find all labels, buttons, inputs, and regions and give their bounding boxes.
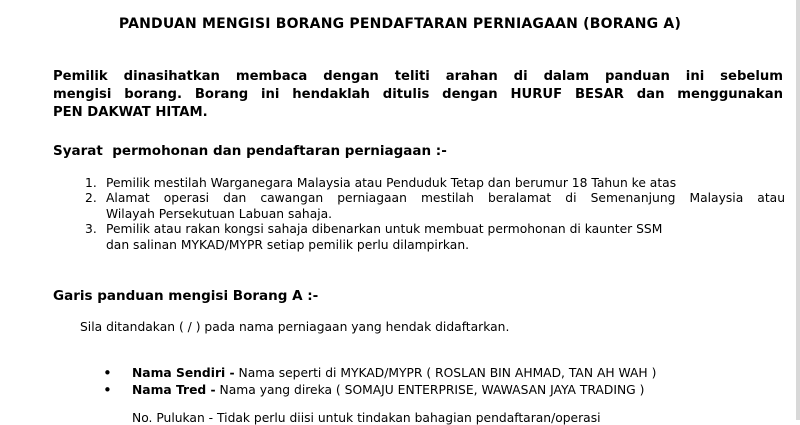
intro-line: mengisi borang. Borang ini hendaklah ditulis dengan HURUF BESAR dan menggunakan [53, 87, 783, 102]
guidelines-heading: Garis panduan mengisi Borang A :- [53, 288, 319, 304]
guidelines-note: Sila ditandakan ( / ) pada nama perniagaan yang hendak didaftarkan. [80, 320, 510, 334]
list-item [103, 382, 793, 399]
list-item [85, 222, 785, 253]
bullet-label: Nama Tred - [132, 383, 216, 397]
list-item-text: Wilayah Persekutuan Labuan sahaja. [106, 206, 333, 221]
bullet-label: Nama Sendiri - [132, 366, 235, 380]
list-number: 2. [85, 191, 97, 206]
bullet-text: Nama seperti di MYKAD/MYPR ( ROSLAN BIN AHMAD, TAN AH WAH ) [234, 366, 657, 380]
intro-line: Pemilik dinasihatkan membaca dengan teliti arahan di dalam panduan ini sebelum [53, 69, 783, 84]
list-item [85, 176, 785, 191]
bullet-icon: • [103, 364, 112, 382]
requirements-heading: Syarat permohonan dan pendaftaran perniagaan :- [53, 143, 447, 159]
guidelines-bullet-list [103, 365, 793, 399]
list-item [103, 365, 793, 382]
list-item [85, 191, 785, 222]
list-number: 1. [85, 176, 97, 190]
list-number: 3. [85, 222, 97, 237]
requirements-list [85, 176, 785, 253]
list-item-text: dan salinan MYKAD/MYPR setiap pemilik perlu dilampirkan. [106, 237, 470, 252]
intro-line: PEN DAKWAT HITAM. [53, 105, 208, 120]
list-item-text: Pemilik atau rakan kongsi sahaja dibenarkan untuk membuat permohonan di kaunter SSM [106, 222, 663, 237]
cutoff-line: No. Pulukan - Tidak perlu diisi untuk tindakan bahagian pendaftaran/operasi [132, 411, 601, 425]
bullet-icon: • [103, 381, 112, 399]
list-item-text: Pemilik mestilah Warganegara Malaysia atau Penduduk Tetap dan berumur 18 Tahun ke atas [106, 176, 677, 190]
bullet-text: Nama yang direka ( SOMAJU ENTERPRISE, WAWASAN JAYA TRADING ) [215, 383, 645, 397]
intro-paragraph [53, 68, 783, 122]
document-title: PANDUAN MENGISI BORANG PENDAFTARAN PERNIAGAAN (BORANG A) [118, 16, 682, 32]
list-item-text: Alamat operasi dan cawangan perniagaan mestilah beralamat di Semenanjung Malaysia atau [106, 191, 785, 206]
